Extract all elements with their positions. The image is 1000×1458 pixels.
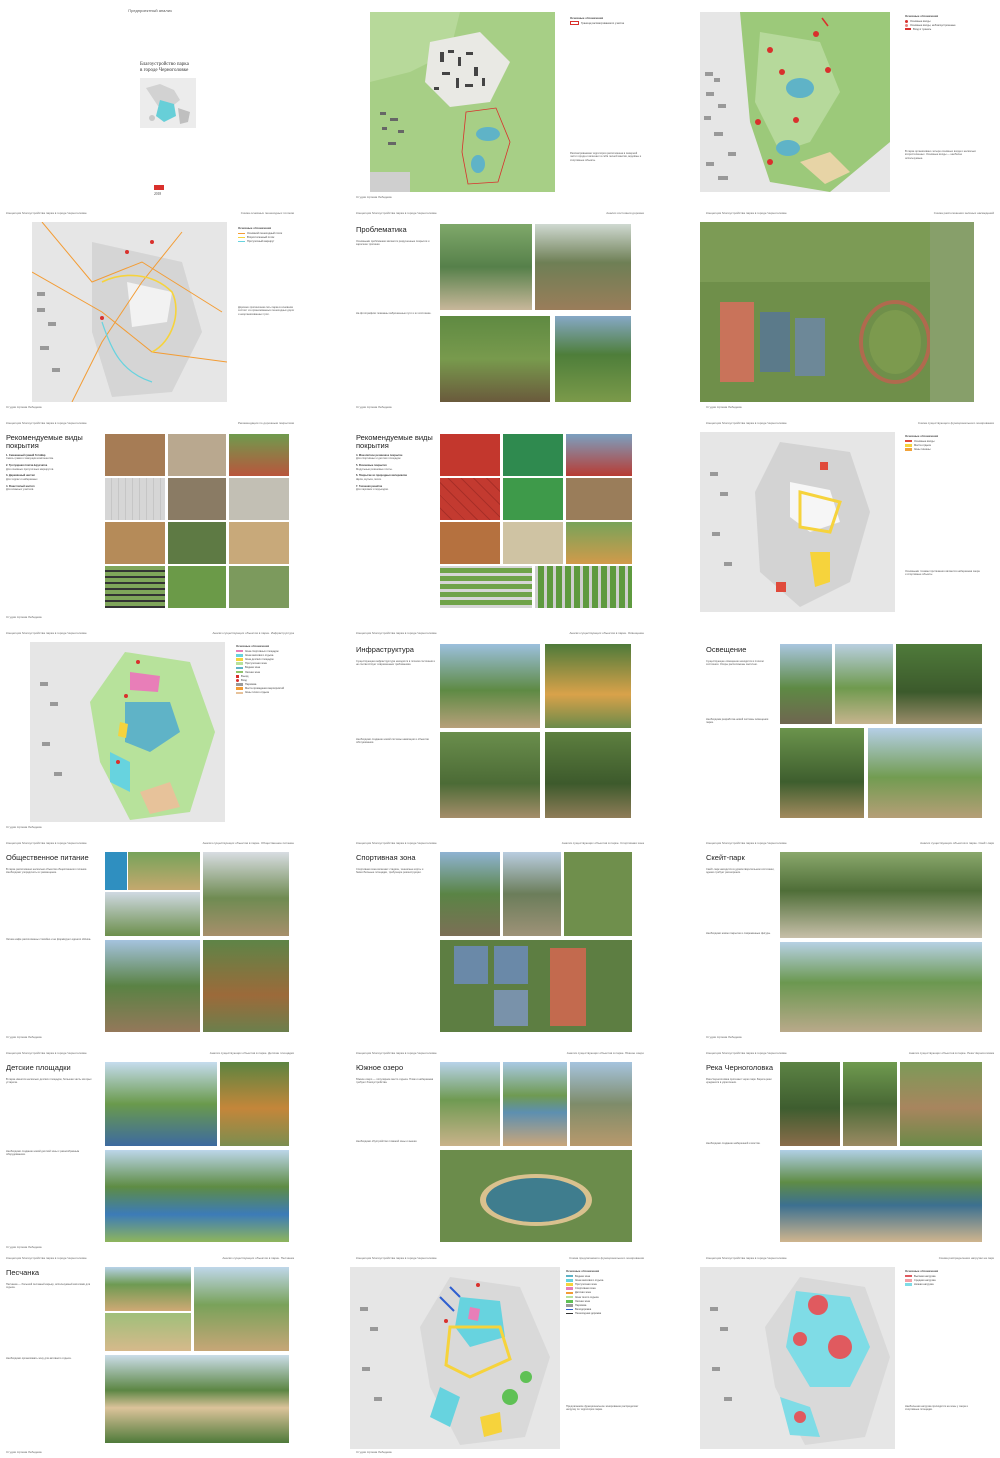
surface-list: 1. Смешанный гравий ГетоВар Смесь гравия с вяжущим компонентом. 2. Тротуарная плитка Брусчатка Для основных прогулочных маршрутов. 3. Деревянный настил Для террас и набережных. 4. Решетчатый настил Для влажных участков. [6, 454, 54, 492]
page-title: Река Черноголовка [706, 1063, 774, 1072]
page-sandpit: Концепция благоустройства парка в городе Черноголовке Анализ существующих объектов в парке. Песчанка Песчанка Песчанка — большой песчаный карьер, используемый жителями для отдыха. Необходимо организовать зону для активного отдыха. Студия Артема Лебедева [0, 1255, 300, 1456]
photo-beach-1 [440, 1062, 500, 1146]
photo-lamp-5 [868, 728, 982, 818]
footer-studio: Студия Артема Лебедева [356, 405, 392, 409]
photo-cafe-2 [105, 892, 200, 936]
footer-studio: Студия Артема Лебедева [6, 825, 42, 829]
photo-deck-3 [229, 522, 289, 564]
legend: Основные обозначения Высокая нагрузка Средняя нагрузка Низкая нагрузка [905, 1269, 939, 1286]
photo-grate-3 [229, 566, 289, 608]
body-text: Спортивная зона включает стадион, теннисные корты и баскетбольные площадки, требующие реконструкции. [356, 868, 424, 875]
page-load-scheme: Концепция благоустройства парка в городе Черноголовке Схема распределения нагрузки на парк Основные обозначения Высокая нагрузка Средняя нагрузка Низкая нагрузка Наибольшая нагрузка приходится на зоны у озера и спортивные площадки. [700, 1255, 1000, 1456]
photo-grass-grid-2 [535, 566, 632, 608]
legend: Основные обозначения Зона спортивных площадок Зона массового отдыха Зона детских площадок Прогулочная зона Водная зона Лесная зона Въезд Вход Парковка Места проведения мероприятий Зоны тихого отдыха [236, 644, 285, 695]
footer-studio: Студия Артема Лебедева [6, 1450, 42, 1454]
photo-tent [203, 852, 289, 936]
photo-path-2 [535, 224, 631, 310]
body-text: Необходимо обустройство пляжной зоны и вышки. [356, 1140, 418, 1143]
photo-deck-2 [168, 522, 226, 564]
footer-studio: Студия Артема Лебедева [356, 195, 392, 199]
body-text: В парке расположено несколько объектов общественного питания. Необходимо упорядочить их размещение. [6, 868, 88, 875]
body-text: В парке организовано четыре основных входа и несколько второстепенных. Основные входы — наиболее используемые. [905, 150, 976, 160]
photo-paving-2 [168, 478, 226, 520]
photo-paving [105, 478, 165, 520]
page-location [350, 0, 650, 201]
photo-court-1 [503, 852, 561, 936]
page-title: Проблематика [356, 225, 407, 234]
body-text: Скейт-парк находится в удовлетворительном состоянии, однако требует расширения. [706, 868, 775, 875]
photo-parking [105, 940, 200, 1032]
cover-title: Благоустройство парка в городе Черноголовке [140, 62, 189, 73]
body-text: Предлагаемое функциональное зонирование распределяет нагрузку по территории парка. [566, 1405, 639, 1412]
page-existing-zoning: Концепция благоустройства парка в городе Черноголовке Схема существующего функционального зонирования Основные обозначения Основные входы Места отдыха Зоны тишины Основными точками притяжения являются набережная озера и спортивные объекты. [700, 420, 1000, 621]
photo-sand-aerial [105, 1355, 289, 1443]
photo-sand-3 [105, 1313, 191, 1351]
photo-gravel-2 [168, 434, 226, 476]
photo-path-3 [440, 316, 550, 402]
body-text: В парке имеется несколько детских площадок, большая часть которых устарела. [6, 1078, 92, 1085]
page-title: Рекомендуемые виды покрытия [356, 433, 433, 450]
page-pedestrian-flows: Концепция благоустройства парка в городе Черноголовке Схема основных пешеходных потоков Основные обозначения Основной пешеходный поток Второстепенный поток Прогулочный маршрут Дорожно-тропиночная сеть парка в основном состоит из организованных пешеходных дорог и неорганизованных троп. Студия Артема Лебедева [0, 210, 300, 411]
photo-rubber-2 [503, 434, 563, 476]
photo-tower [570, 1062, 632, 1146]
photo-river-2 [843, 1062, 897, 1146]
cover-map [140, 78, 196, 128]
body-text: Необходимо создание набережной и мостов. [706, 1142, 761, 1145]
photo-rubber [440, 434, 500, 476]
photo-sand [503, 522, 563, 564]
photo-grate-2 [168, 566, 226, 608]
photo-river-1 [780, 1062, 840, 1146]
page-sports: Концепция благоустройства парка в городе Черноголовке Анализ существующих объектов в парке. Спортивная зона Спортивная зона Спортивная зона включает стадион, теннисные корты и баскетбольные площадки, требующие реконструкции. [350, 840, 650, 1041]
page-entrances [700, 0, 1000, 201]
body-text: Река Черноголовка протекает через парк. Берега реки нуждаются в укреплении. [706, 1078, 772, 1085]
body-text: Южное озеро — популярное место отдыха. Пляж и набережная требуют благоустройства. [356, 1078, 434, 1085]
legend: Основные обозначения Водная зона Зона массового отдыха Прогулочная зона Спортивная зона Детская зона Зона тихого отдыха Лесная зона Парковка Велодорожка Пешеходная дорожка [566, 1269, 604, 1316]
photo-track [229, 434, 289, 476]
photo-deck [105, 522, 165, 564]
page-cover [0, 0, 300, 201]
aerial-photo [700, 222, 974, 402]
page-title: Скейт-парк [706, 853, 745, 862]
photo-tiles-3 [566, 478, 632, 520]
cover-year: 2018 [154, 192, 162, 196]
photo-mulch [440, 522, 500, 564]
body-text: Наибольшая нагрузка приходится на зоны у озера и спортивные площадки. [905, 1405, 969, 1412]
proposed-map [350, 1267, 560, 1449]
body-text: Существующее освещение находится в плохом состоянии. Опоры расположены хаотично. [706, 660, 764, 667]
page-river: Концепция благоустройства парка в городе Черноголовке Анализ существующих объектов в парке. Река Черноголовка Река Черноголовка Река Черноголовка протекает через парк. Берега реки нуждаются в укреплении. Необходимо создание набережной и мостов. [700, 1050, 1000, 1251]
footer-studio: Студия Артема Лебедева [706, 1035, 742, 1039]
body-text: Существующая инфраструктура находится в плохом состоянии и не соответствует современным требованиям. [356, 660, 436, 667]
body-text: Необходимо новое покрытие и современные фигуры. [706, 932, 771, 935]
page-problems: Концепция благоустройства парка в городе Черноголовке Анализ состояния дорожек Проблематика Основными проблемами являются разрушенные покрытия и заросшие тропинки. На фотографиях показаны заброшенные пути и их состояние. Студия Артема Лебедева [350, 210, 650, 411]
photo-skatepark-2 [780, 942, 982, 1032]
photo-tiles [440, 478, 500, 520]
photo-lamp-1 [780, 644, 832, 724]
photo-aerial-court [564, 852, 632, 936]
photo-wood-house [220, 1062, 289, 1146]
page-proposed-zoning: Концепция благоустройства парка в городе Черноголовке Схема предлагаемого функционального зонирования Основные обозначения Водная зона Зона массового отдыха Прогулочная зона Спортивная зона Детская зона Зона тихого отдыха Лесная зона Парковка Велодорожка Пешеходная дорожка Предлагаемое функциональное зонирование распределяет нагрузку по территории парка. Студия Артема Лебедева [350, 1255, 650, 1456]
photo-paving-3 [229, 478, 289, 520]
page-lighting [700, 630, 1000, 831]
photo-grate [105, 566, 165, 608]
page-title: Рекомендуемые виды покрытия [6, 433, 83, 450]
page-title: Песчанка [6, 1268, 40, 1277]
photo-booth [545, 732, 631, 818]
photo-field [440, 852, 500, 936]
photo-lamp-3 [896, 644, 982, 724]
page-infrastructure: Концепция благоустройства парка в городе Черноголовке Анализ существующих объектов в парке. Освещение Инфраструктура Существующая инфраструктура находится в плохом состоянии и не соответствует современным требованиям. Необходимо создание новой системы навигации и объектов обслуживания. [350, 630, 650, 831]
photo-playground-wide [105, 1150, 289, 1242]
page-surfaces-2 [350, 420, 650, 621]
photo-skatepark-1 [780, 852, 982, 938]
page-functional-zoning: Концепция благоустройства парка в городе Черноголовке Анализ существующих объектов в парке. Инфраструктура Основные обозначения Зона спортивных площадок Зона массового отдыха Зона детских площадок Прогулочная зона Водная зона Лесная зона Въезд Вход Парковка Места проведения мероприятий Зоны тихого отдыха Студия Артема Лебедева [0, 630, 300, 831]
legend: Основные обозначения Основной пешеходный поток Второстепенный поток Прогулочный маршрут [238, 226, 283, 243]
photo-bridge [900, 1062, 982, 1146]
photo-cafe-1 [128, 852, 200, 890]
page-south-lake: Концепция благоустройства парка в городе Черноголовке Анализ существующих объектов в парке. Южное озеро Южное озеро Южное озеро — популярное место отдыха. Пляж и набережная требуют благоустройства. Необходимо обустройство пляжной зоны и вышки. [350, 1050, 650, 1251]
body-text: Основными проблемами являются разрушенные покрытия и заросшие тропинки. [356, 240, 430, 247]
load-map [700, 1267, 895, 1449]
footer-studio: Студия Артема Лебедева [6, 1035, 42, 1039]
photo-river-beach [780, 1150, 982, 1242]
photo-billboard [440, 644, 540, 728]
body-text: Песчанка — большой песчаный карьер, используемый жителями для отдыха. [6, 1283, 91, 1290]
photo-sand-2 [194, 1267, 289, 1351]
body-text: Рассматриваемая территория расположена в северной части города и включает в себя лесной массив, водоёмы и спортивные объекты. [570, 152, 642, 162]
page-food: Концепция благоустройства парка в городе Черноголовке Анализ существующих объектов в парке. Общественное питание Общественное питание В парке расположено несколько объектов общественного питания. Необходимо упорядочить их размещение. Летние кафе расположены стихийно и не формируют единого облика. Студия Артема Лебедева [0, 840, 300, 1041]
zoning-map [700, 432, 895, 612]
page-aerial: Концепция благоустройства парка в городе Черноголовке Схема расположения зелёных насаждений Студия Артема Лебедева [700, 210, 1000, 411]
page-title: Спортивная зона [356, 853, 416, 862]
legend: Основные обозначения Основные входы Места отдыха Зоны тишины [905, 434, 939, 451]
photo-path-4 [555, 316, 631, 402]
legend: Основные обозначения Граница рассматриваемого участка [570, 16, 625, 25]
footer-studio: Студия Артема Лебедева [706, 405, 742, 409]
body-text: Необходимо создание новой системы навигации и объектов обслуживания. [356, 738, 429, 745]
logo-mark [154, 185, 164, 190]
page-title: Южное озеро [356, 1063, 404, 1072]
photo-playground [566, 522, 632, 564]
legend: Основные обозначения Основные входы Основные входы, неблагоустроенные Вход в туннель [905, 14, 956, 31]
page-title: Освещение [706, 645, 747, 654]
photo-lamp-2 [835, 644, 893, 724]
footer-studio: Студия Артема Лебедева [6, 405, 42, 409]
aerial-sports [440, 940, 632, 1032]
photo-court [566, 434, 632, 476]
photo-gravel [105, 434, 165, 476]
entrances-map [700, 12, 890, 192]
location-map [370, 12, 555, 192]
photo-sand-1 [105, 1267, 191, 1311]
body-text: Необходимо создание новой детской зоны с разнообразным оборудованием. [6, 1150, 80, 1157]
photo-tiles-2 [503, 478, 563, 520]
body-text: Летние кафе расположены стихийно и не формируют единого облика. [6, 938, 91, 941]
page-surfaces-1: Концепция благоустройства парка в городе Черноголовке Рекомендации по дорожным покрытиям Рекомендуемые виды покрытия 1. Смешанный гравий ГетоВар Смесь гравия с вяжущим компонентом. 2. Тротуарная плитка Брусчатка Для основных прогулочных маршрутов. 3. Деревянный настил Для террас и набережных. 4. Решетчатый настил Для влажных участков. Студия Артема Лебедева [0, 420, 300, 621]
cover-section: Предпроектный анализ [128, 8, 172, 13]
body-text: Основными точками притяжения являются набережная озера и спортивные объекты. [905, 570, 980, 577]
photo-grass-grid [440, 566, 532, 608]
photo-toilets [440, 732, 540, 818]
flows-map [32, 222, 227, 402]
photo-trampoline [105, 1062, 217, 1146]
body-text: На фотографиях показаны заброшенные пути и их состояние. [356, 312, 432, 315]
photo-path-1 [440, 224, 532, 310]
footer-studio: Студия Артема Лебедева [6, 615, 42, 619]
page-title: Инфраструктура [356, 645, 414, 654]
photo-lamp-4 [780, 728, 864, 818]
footer-studio: Студия Артема Лебедева [356, 1450, 392, 1454]
aerial-lake [440, 1150, 632, 1242]
body-text: Необходима разработка новой системы освещения парка. [706, 718, 769, 725]
photo-beach-2 [503, 1062, 567, 1146]
photo-vending [105, 852, 127, 890]
body-text: Необходимо организовать зону для активного отдыха. [6, 1357, 72, 1360]
photo-house [203, 940, 289, 1032]
page-playgrounds: Концепция благоустройства парка в городе Черноголовке Анализ существующих объектов в парке. Детские площадки Детские площадки В парке имеется несколько детских площадок, большая часть которых устарела. Необходимо создание новой детской зоны с разнообразным оборудованием. Студия Артема Лебедева [0, 1050, 300, 1251]
photo-kiosk [545, 644, 631, 728]
footer-studio: Студия Артема Лебедева [6, 1245, 42, 1249]
functional-map [30, 642, 225, 822]
body-text: Дорожно-тропиночная сеть парка в основном состоит из организованных пешеходных дорог и неорганизованных троп. [238, 306, 295, 316]
page-title: Общественное питание [6, 853, 89, 862]
surface-list: 4. Монолитное резиновое покрытие Для спортивных и детских площадок. 5. Резиновые покрытия Модульные резиновые плиты. 6. Покрытие из природных материалов Щепа, мульча, песок. 7. Газонная решётка Для парковок и подъездов. [356, 454, 407, 492]
page-title: Детские площадки [6, 1063, 71, 1072]
page-skatepark: Концепция благоустройства парка в городе Черноголовке Анализ существующих объектов в парке. Скейт-парк Скейт-парк Скейт-парк находится в удовлетворительном состоянии, однако требует расширения. Необходимо новое покрытие и современные фигуры. Студия Артема Лебедева [700, 840, 1000, 1041]
